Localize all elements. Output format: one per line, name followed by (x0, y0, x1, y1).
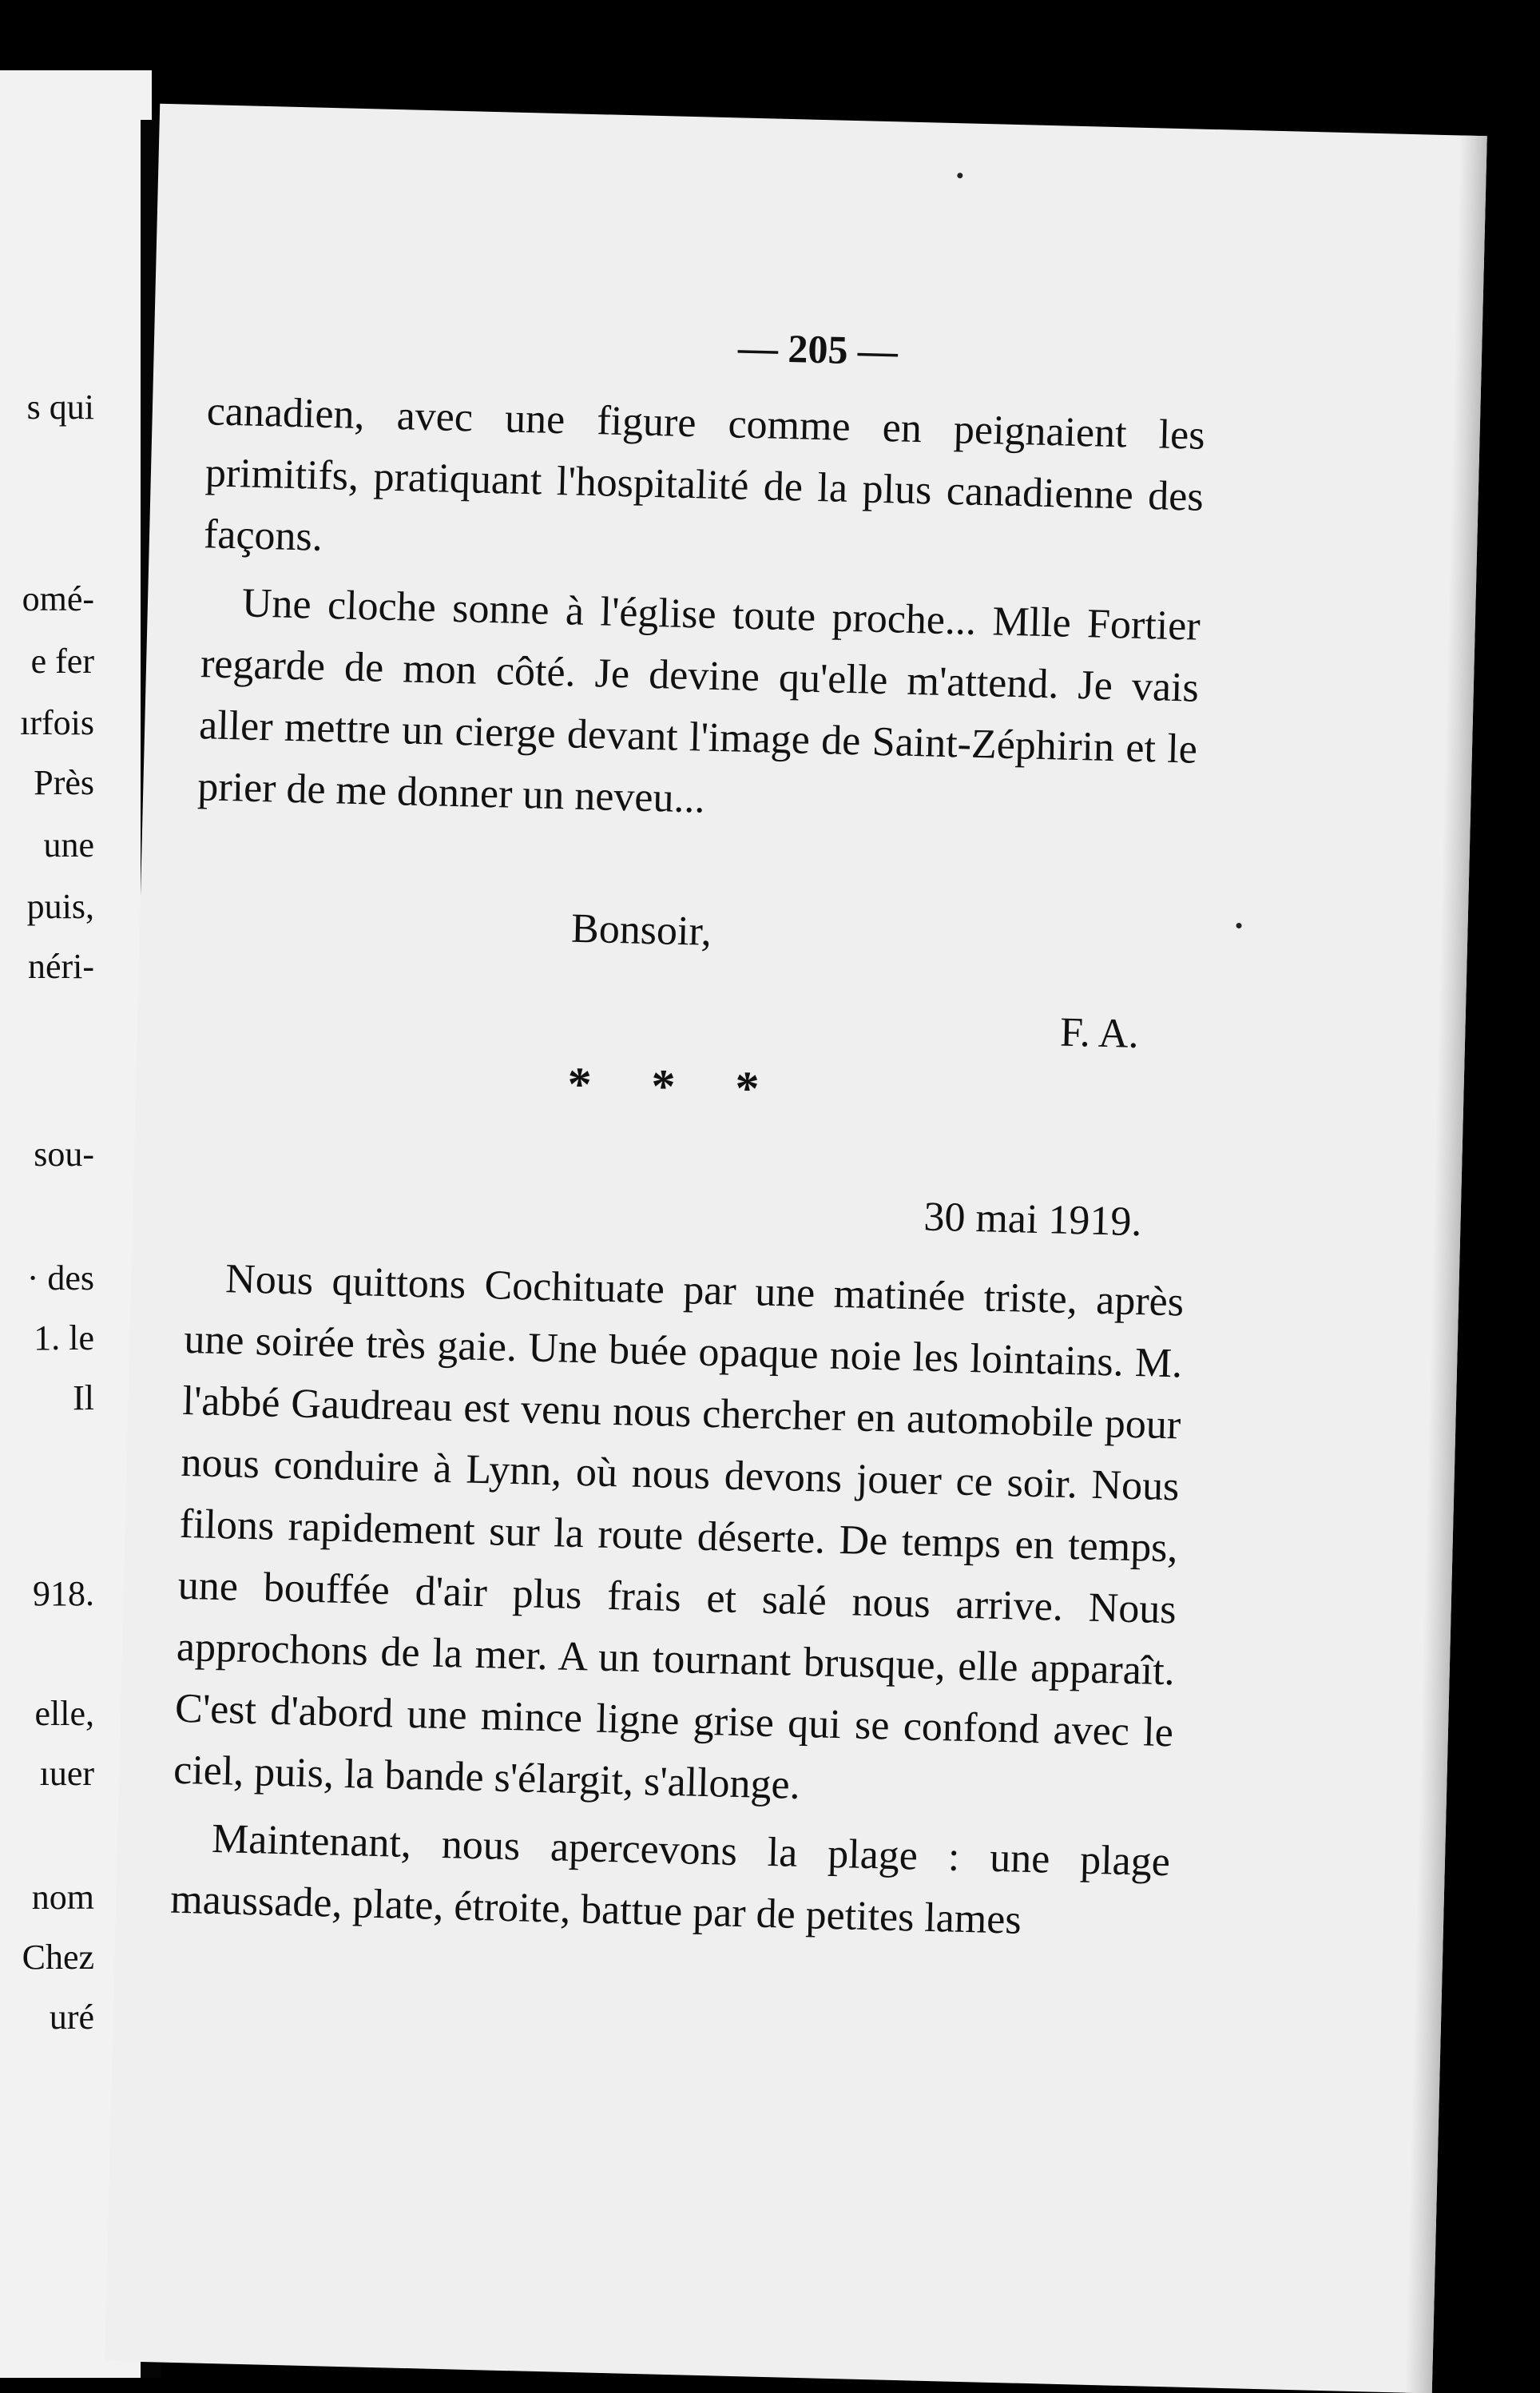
paragraph: Une cloche sonne à l'église toute proche... Mlle Fortier regarde de mon côté. Je devine qu'elle m'attend. Je vais aller mettre un cierge devant l'image de Saint-Zéphirin et le prier de me donner un neveu... (196, 580, 1201, 822)
paragraph: Nous quittons Cochituate par une matinée triste, après une soirée très gaie. Une buée opaque noie les lointains. M. l'abbé Gaudreau est venu nous chercher en automobile pour nous conduire à Lynn, où nous devons jouer ce soir. Nous filons rapidement sur la route déserte. De temps en temps, une bouffée d'air plus frais et salé nous arrive. Nous approchons de la mer. A un tournant brusque, elle apparaît. C'est d'abord une mince ligne grise qui se confond avec le ciel, puis, la bande s'élargit, s'allonge. (173, 1256, 1185, 1808)
paragraph: Maintenant, nous apercevons la plage : une plage maussade, plate, étroite, battue par de petites lames (169, 1815, 1171, 1943)
left-page-line: puis, (26, 887, 94, 926)
entry-date: 30 mai 1919. (923, 1194, 1143, 1246)
asterisk: * (734, 1061, 760, 1115)
left-page-line: Il (73, 1378, 94, 1417)
text-block-bottom (169, 1247, 1185, 1961)
asterisk: * (566, 1057, 593, 1111)
left-page-line: 918. (33, 1574, 94, 1613)
section-separator (567, 1057, 760, 1117)
left-page-line: Près (34, 763, 94, 802)
text-block-top (196, 380, 1205, 848)
left-page-line: uré (49, 1997, 94, 2037)
book-page (105, 104, 1487, 2393)
left-page-line: une (43, 825, 94, 865)
asterisk: * (650, 1059, 677, 1113)
page-number: — 205 — (737, 324, 899, 374)
letter-closing: Bonsoir, (570, 905, 712, 955)
left-page-line: Chez (22, 1938, 94, 1977)
left-page-line: néri- (27, 947, 94, 986)
left-page-line: ırfois (20, 703, 94, 742)
left-page-line: ıuer (39, 1754, 94, 1793)
left-page-line: sou- (34, 1135, 94, 1174)
left-page-line: s qui (26, 388, 94, 427)
left-page-line: omé- (22, 579, 94, 618)
paragraph: canadien, avec une figure comme en peignaient les primitifs, pratiquant l'hospitalité de la plus canadienne des façons. (203, 388, 1206, 560)
left-page-line: elle, (34, 1694, 94, 1733)
letter-signature: F. A. (1059, 1009, 1140, 1057)
left-page-line: nom (31, 1878, 94, 1917)
paper-speck (1236, 923, 1241, 928)
left-page-line: e fer (30, 642, 94, 681)
page-edge (1405, 135, 1487, 2393)
left-page-line: 1. le (34, 1318, 94, 1357)
paper-speck (957, 173, 963, 178)
left-page-line: · des (26, 1258, 94, 1298)
